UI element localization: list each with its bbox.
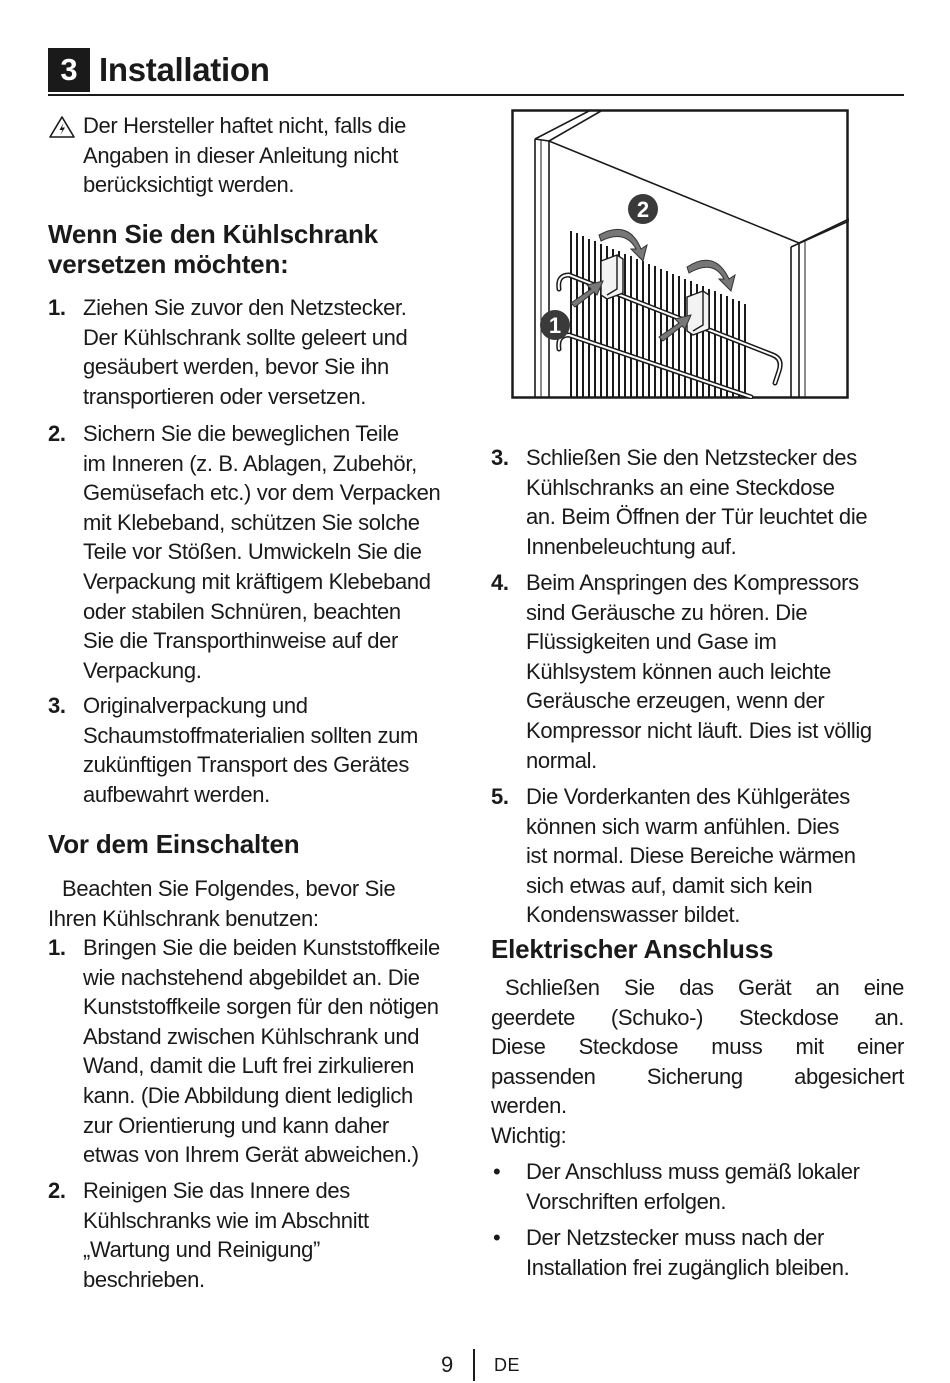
list-item xyxy=(48,419,463,685)
item-line: Ziehen Sie zuvor den Netzstecker. xyxy=(83,295,407,320)
item-line: sich etwas auf, damit sich kein xyxy=(526,872,813,898)
item-line: aufbewahrt werden. xyxy=(83,781,270,807)
warning-triangle-icon xyxy=(48,115,76,139)
bullet-line: Vorschriften erfolgen. xyxy=(526,1188,727,1214)
list-number: 5. xyxy=(491,784,509,809)
item-line: kann. (Die Abbildung dient lediglich xyxy=(83,1082,413,1108)
item-line: etwas von Ihrem Gerät abweichen.) xyxy=(83,1142,419,1168)
bullet-item xyxy=(491,1223,904,1282)
item-line: Kompressor nicht läuft. Dies ist völlig xyxy=(526,717,872,743)
warning-line: Angaben in dieser Anleitung nicht xyxy=(83,142,399,168)
item-line: Schaumstoffmaterialien sollten zum xyxy=(83,722,418,748)
list-number: 3. xyxy=(48,693,66,718)
item-line: können sich warm anfühlen. Dies xyxy=(526,813,840,839)
list-item xyxy=(48,293,463,411)
item-line: zukünftigen Transport des Gerätes xyxy=(83,752,409,778)
intro-line: werden. xyxy=(491,1093,567,1119)
list-number: 4. xyxy=(491,570,509,595)
warning-line: Der Hersteller haftet nicht, falls die xyxy=(83,113,406,138)
intro-line: Ihren Kühlschrank benutzen: xyxy=(48,905,319,931)
warning-line: berücksichtigt werden. xyxy=(83,172,295,198)
item-line: sind Geräusche zu hören. Die xyxy=(526,599,808,625)
list-item xyxy=(491,443,904,561)
intro-line: Beachten Sie Folgendes, bevor Sie xyxy=(62,876,396,901)
intro-line: Diese Steckdose muss mit einer xyxy=(491,1034,904,1060)
item-line: transportieren oder versetzen. xyxy=(83,383,366,409)
heading-line: Wenn Sie den Kühlschrank xyxy=(48,219,378,249)
item-line: Teile vor Stößen. Umwickeln Sie die xyxy=(83,539,422,565)
item-line: Gemüsefach etc.) vor dem Verpacken xyxy=(83,480,441,506)
item-line: Kühlschranks an eine Steckdose xyxy=(526,474,835,500)
list-number: 2. xyxy=(48,1178,66,1203)
item-line: im Inneren (z. B. Ablagen, Zubehör, xyxy=(83,450,417,476)
item-line: Innenbeleuchtung auf. xyxy=(526,533,737,559)
list-number: 2. xyxy=(48,421,66,446)
bullet-line: Der Anschluss muss gemäß lokaler xyxy=(526,1159,860,1184)
list-item xyxy=(48,1176,463,1294)
before-start-list-continued xyxy=(491,443,904,933)
bullet-line: Der Netzstecker muss nach der xyxy=(526,1225,824,1250)
item-line: Reinigen Sie das Innere des xyxy=(83,1178,350,1203)
list-item xyxy=(48,691,463,809)
item-line: „Wartung und Reinigung” xyxy=(83,1237,320,1263)
item-line: Originalverpackung und xyxy=(83,693,308,718)
electrical-intro xyxy=(491,973,904,1151)
item-line: oder stabilen Schnüren, beachten xyxy=(83,598,401,624)
figure-label-1: 1 xyxy=(548,313,562,338)
item-line: Bringen Sie die beiden Kunststoffkeile xyxy=(83,935,440,960)
electrical-bullets xyxy=(491,1157,904,1287)
item-line: Sie die Transporthinweise auf der xyxy=(83,628,398,654)
list-number: 1. xyxy=(48,295,66,320)
item-line: Verpackung. xyxy=(83,657,202,683)
chapter-number: 3 xyxy=(48,48,90,92)
intro-line: geerdete (Schuko-) Steckdose an. xyxy=(491,1004,904,1030)
language-code: DE xyxy=(494,1355,521,1375)
item-line: zur Orientierung und kann daher xyxy=(83,1112,389,1138)
page-number: 9 xyxy=(441,1352,454,1377)
chapter-title: Installation xyxy=(99,51,270,88)
bullet-item xyxy=(491,1157,904,1216)
list-item xyxy=(491,568,904,775)
moving-heading xyxy=(48,219,463,279)
item-line: Wand, damit die Luft frei zirkulieren xyxy=(83,1053,415,1079)
moving-list xyxy=(48,293,463,823)
before-start-intro xyxy=(48,874,463,933)
item-line: normal. xyxy=(526,747,597,773)
list-item xyxy=(491,782,904,930)
item-line: Flüssigkeiten und Gase im xyxy=(526,629,777,655)
item-line: Der Kühlschrank sollte geleert und xyxy=(83,324,408,350)
item-line: Kühlschranks wie im Abschnitt xyxy=(83,1207,369,1233)
heading-line: versetzen möchten: xyxy=(48,249,289,279)
before-start-heading: Vor dem Einschalten xyxy=(48,829,300,859)
list-number: 3. xyxy=(491,445,509,470)
important-label: Wichtig: xyxy=(491,1122,567,1148)
item-line: Die Vorderkanten des Kühlgerätes xyxy=(526,784,850,809)
intro-line: Schließen Sie das Gerät an eine xyxy=(505,975,904,1000)
warning-note xyxy=(48,111,463,200)
item-line: wie nachstehend abgebildet an. Die xyxy=(83,964,420,990)
item-line: Kunststoffkeile sorgen für den nötigen xyxy=(83,994,439,1020)
item-line: mit Klebeband, schützen Sie solche xyxy=(83,509,420,535)
intro-line: passenden Sicherung abgesichert xyxy=(491,1063,904,1089)
item-line: Schließen Sie den Netzstecker des xyxy=(526,445,857,470)
item-line: Beim Anspringen des Kompressors xyxy=(526,570,859,595)
figure-label-2: 2 xyxy=(636,197,650,222)
electrical-heading: Elektrischer Anschluss xyxy=(491,934,774,964)
item-line: beschrieben. xyxy=(83,1266,205,1292)
list-item xyxy=(48,933,463,1170)
bullet-dot: • xyxy=(493,1159,501,1184)
bullet-line: Installation frei zugänglich bleiben. xyxy=(526,1254,850,1280)
bullet-dot: • xyxy=(493,1225,501,1250)
item-line: Sichern Sie die beweglichen Teile xyxy=(83,421,399,446)
item-line: Kondenswasser bildet. xyxy=(526,902,741,928)
item-line: Abstand zwischen Kühlschrank und xyxy=(83,1023,420,1049)
item-line: Kühlsystem können auch leichte xyxy=(526,658,832,684)
item-line: ist normal. Diese Bereiche wärmen xyxy=(526,843,856,869)
item-line: Verpackung mit kräftigem Klebeband xyxy=(83,568,431,594)
installation-figure xyxy=(511,109,849,399)
chapter-header xyxy=(48,48,904,96)
item-line: an. Beim Öffnen der Tür leuchtet die xyxy=(526,504,868,530)
footer-divider xyxy=(473,1349,475,1381)
before-start-list xyxy=(48,933,463,1303)
item-line: Geräusche erzeugen, wenn der xyxy=(526,688,825,714)
list-number: 1. xyxy=(48,935,66,960)
item-line: gesäubert werden, bevor Sie ihn xyxy=(83,354,389,380)
